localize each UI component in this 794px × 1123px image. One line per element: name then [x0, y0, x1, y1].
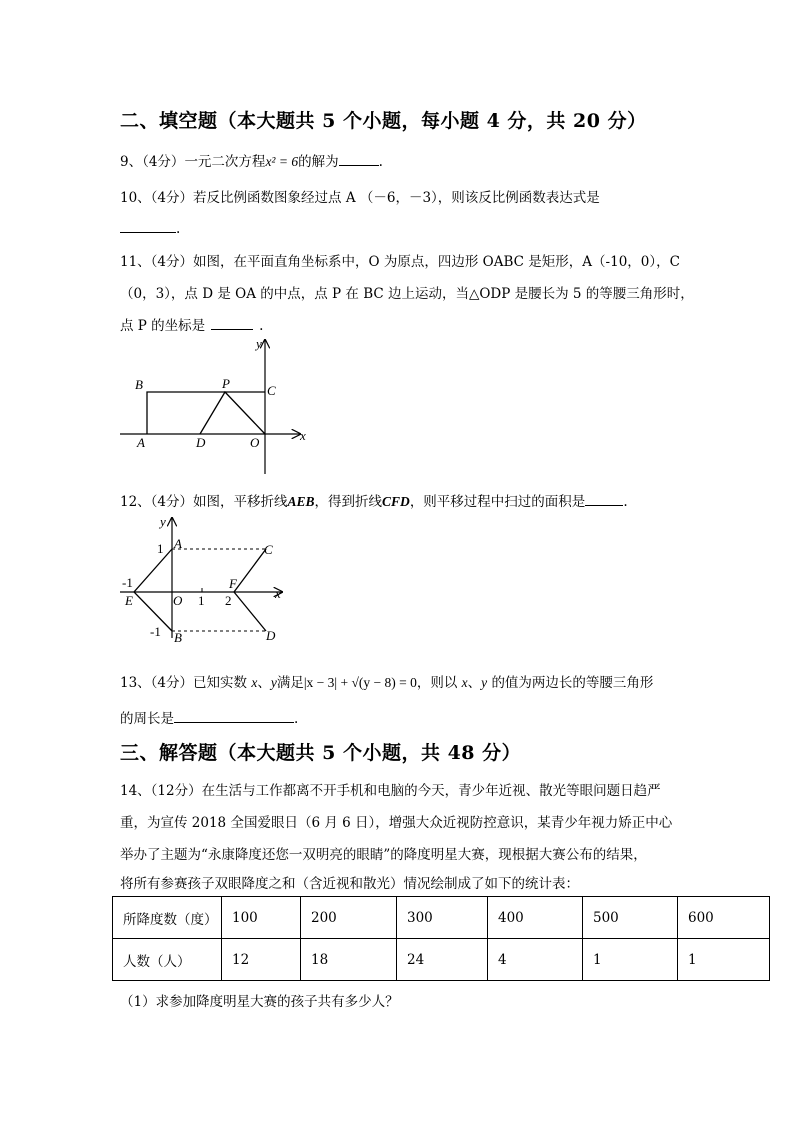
- question-12: [120, 490, 628, 510]
- label-c: C: [267, 383, 276, 398]
- question-11-line-3: [120, 314, 263, 334]
- polyline-cfd: [234, 549, 266, 631]
- question-end: .: [623, 494, 628, 510]
- question-text: 的值为两边长的等腰三角形: [491, 675, 654, 691]
- question-14-line-4: 将所有参赛孩子双眼降度之和（含近视和散光）情况绘制成了如下的统计表：: [120, 876, 579, 892]
- table-cell: 18: [301, 939, 397, 981]
- question-14-line-2: 重，为宣传 2018 全国爱眼日（6 月 6 日），增强大众近视防控意识，某青少年视力矫正中心: [120, 815, 673, 831]
- label-p: P: [222, 376, 230, 391]
- question-text: 已知实数: [193, 675, 248, 691]
- question-end: .: [294, 711, 299, 727]
- question-text: ，则平移过程中扫过的面积是: [409, 494, 586, 510]
- question-end: .: [378, 154, 383, 170]
- question-text: 如图，在平面直角坐标系中，O 为原点，四边形 OABC 是矩形，A（-10，0），C: [193, 254, 680, 270]
- label-d: D: [266, 628, 276, 643]
- table-row: [113, 897, 770, 939]
- triangle-odp: [200, 392, 265, 434]
- question-11-line-1: [120, 250, 680, 270]
- polyline-aeb: [134, 549, 172, 631]
- figure-q11: [110, 332, 320, 478]
- label-x: x: [275, 586, 281, 601]
- question-text: 一元二次方程: [184, 154, 266, 170]
- table-cell: 1: [678, 939, 770, 981]
- question-text: 如图，平移折线: [193, 494, 288, 510]
- question-9: [120, 150, 383, 170]
- answer-blank: [120, 218, 176, 233]
- table-cell: 500: [583, 897, 678, 939]
- label-c: C: [264, 542, 273, 557]
- var-y-2: y: [481, 675, 488, 690]
- label-b: B: [174, 630, 182, 645]
- label-1-x: 1: [198, 593, 205, 608]
- question-text: 在生活与工作都离不开手机和电脑的今天，青少年近视、散光等眼问题日趋严: [201, 783, 661, 799]
- question-text: 的周长是: [120, 711, 174, 727]
- question-text: ，得到折线: [314, 494, 383, 510]
- section-3-heading: 三、解答题（本大题共 5 个小题，共 48 分）: [120, 742, 522, 764]
- table-header-cell: 人数（人）: [113, 939, 222, 981]
- question-text: ，则以: [416, 675, 458, 691]
- separator: 、: [257, 675, 271, 691]
- question-number: 9、（4分）: [120, 154, 185, 170]
- question-end: .: [259, 318, 264, 334]
- label-a: A: [137, 435, 145, 450]
- label-y: y: [160, 514, 166, 529]
- var-x: x: [251, 675, 258, 690]
- label-o: O: [250, 435, 260, 450]
- label-e: E: [125, 593, 133, 608]
- question-text: 的解为: [298, 154, 339, 170]
- question-10-answer-line: [120, 218, 180, 237]
- question-number: 12、（4分）: [120, 494, 194, 510]
- label-2-x: 2: [225, 593, 232, 608]
- table-cell: 600: [678, 897, 770, 939]
- table-cell: 24: [397, 939, 488, 981]
- table-cell: 300: [397, 897, 488, 939]
- label-o: O: [173, 593, 183, 608]
- label-neg1-x: -1: [122, 575, 133, 590]
- answer-blank: [174, 708, 294, 723]
- question-text: 点 P 的坐标是: [120, 318, 206, 334]
- answer-blank: [585, 491, 623, 506]
- question-text: 满足: [276, 675, 304, 691]
- table-cell: 1: [583, 939, 678, 981]
- question-13-line-1: [120, 671, 653, 691]
- label-d: D: [196, 435, 206, 450]
- table-header-cell: 所降度数（度）: [113, 897, 222, 939]
- table-cell: 400: [488, 897, 583, 939]
- answer-blank: [211, 315, 253, 330]
- label-b: B: [135, 377, 143, 392]
- question-text: 若反比例函数图象经过点 A （－6，－3），则该反比例函数表达式是: [193, 190, 600, 206]
- condition-equation: |x − 3| + √(y − 8) = 0: [303, 675, 417, 690]
- label-x: x: [300, 428, 306, 443]
- label-neg1-y: -1: [150, 624, 161, 639]
- table-cell: 200: [301, 897, 397, 939]
- question-11-line-2: （0，3），点 D 是 OA 的中点，点 P 在 BC 边上运动，当△ODP 是腰长为 5 的等腰三角形时，: [120, 286, 694, 302]
- label-f: F: [229, 576, 237, 591]
- question-14-line-1: [120, 779, 661, 799]
- separator-2: 、: [467, 675, 482, 691]
- var-x-2: x: [461, 675, 468, 690]
- label-a: A: [174, 536, 182, 551]
- table-cell: 12: [222, 939, 301, 981]
- question-10: [120, 186, 600, 206]
- stats-table: [112, 896, 770, 981]
- question-end: .: [176, 221, 181, 237]
- question-14-line-3: 举办了主题为“永康降度还您一双明亮的眼睛”的降度明星大赛，现根据大赛公布的结果，: [120, 847, 647, 863]
- question-13-line-2: [120, 707, 298, 727]
- table-cell: 4: [488, 939, 583, 981]
- figure-q12: [110, 510, 300, 650]
- question-14-sub-1: （1）求参加降度明星大赛的孩子共有多少人？: [120, 994, 399, 1010]
- equation: x² = 6: [265, 154, 299, 169]
- question-number: 10、（4分）: [120, 190, 194, 206]
- rectangle-oabc: [147, 392, 265, 434]
- label-1-y: 1: [157, 541, 164, 556]
- question-number: 13、（4分）: [120, 675, 194, 691]
- label-y: y: [256, 336, 262, 351]
- math-aeb: AEB: [287, 494, 315, 509]
- question-number: 11、（4分）: [120, 254, 194, 270]
- table-row: [113, 939, 770, 981]
- var-y: y: [270, 675, 277, 690]
- question-number: 14、（12分）: [120, 783, 202, 799]
- section-2-heading: 二、填空题（本大题共 5 个小题，每小题 4 分，共 20 分）: [120, 110, 647, 132]
- table-cell: 100: [222, 897, 301, 939]
- answer-blank: [339, 151, 379, 166]
- math-cfd: CFD: [382, 494, 410, 509]
